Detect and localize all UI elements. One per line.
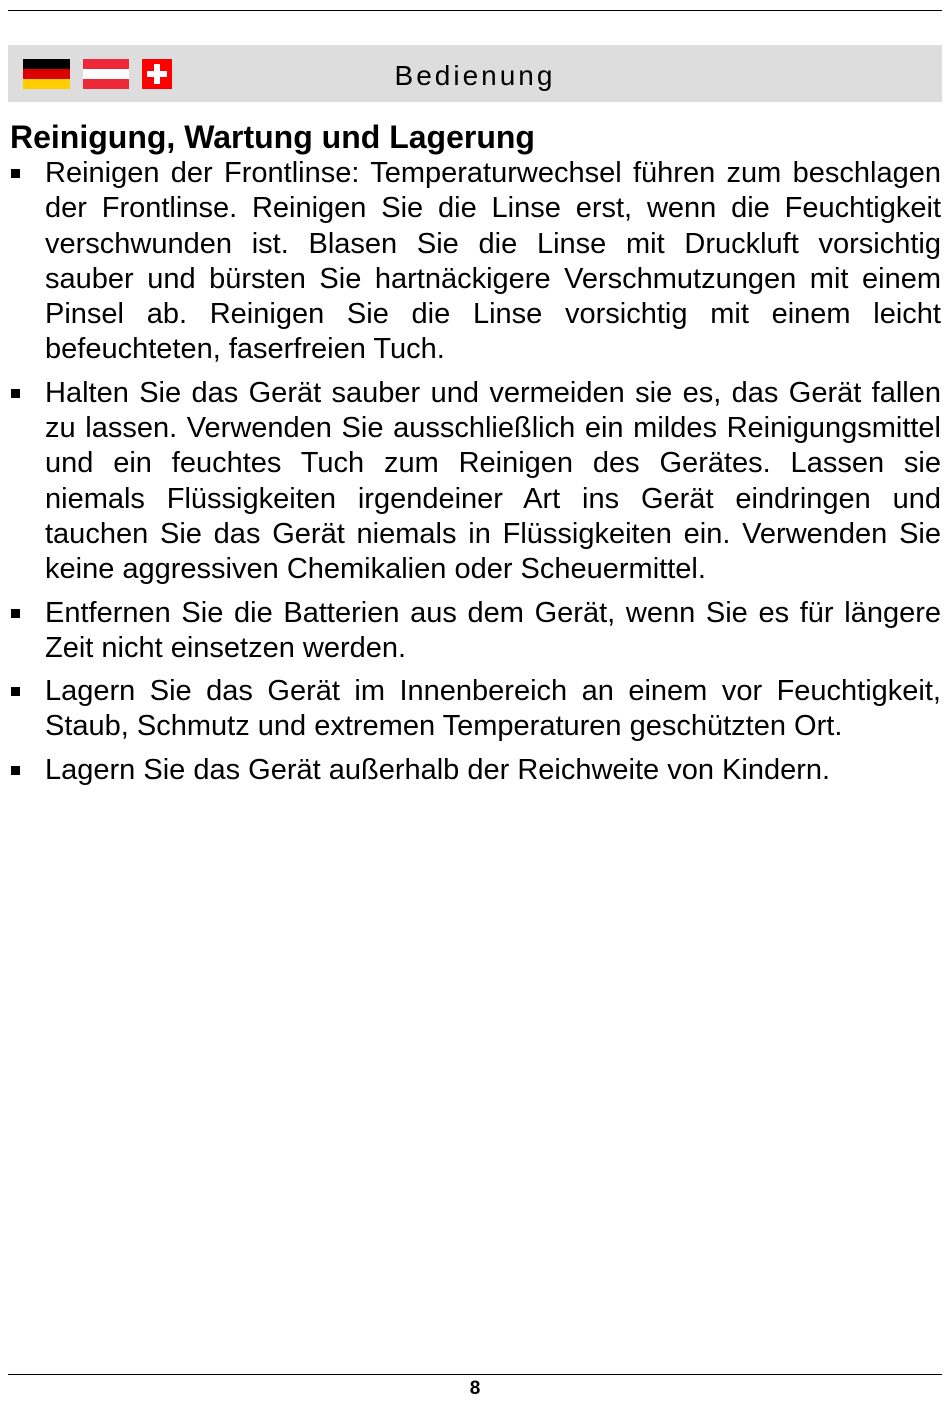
bullet-icon bbox=[11, 609, 20, 618]
list-item-text: Lagern Sie das Gerät außerhalb der Reichweite von Kindern. bbox=[45, 753, 831, 786]
list-item bbox=[10, 674, 941, 745]
bullet-icon bbox=[11, 389, 20, 398]
list-item bbox=[10, 376, 941, 588]
list-item bbox=[10, 596, 941, 667]
bullet-icon bbox=[11, 766, 20, 775]
bullet-icon bbox=[11, 687, 20, 696]
top-rule bbox=[8, 10, 942, 11]
list-item-text: Lagern Sie das Gerät im Innenbereich an einem vor Feuchtigkeit, Staub, Schmutz und extremen Temperaturen geschützten Ort. bbox=[45, 675, 941, 743]
bullet-icon bbox=[11, 169, 20, 178]
list-item-text: Halten Sie das Gerät sauber und vermeiden sie es, das Gerät fallen zu lassen. Verwenden Sie ausschließlich ein mildes Reinigungsmittel und ein feuchtes Tuch zum Reinigen des Gerätes. Lassen sie niemals Flüssigkeiten irgendeiner Art ins Gerät eindringen und tauchen Sie das Gerät niemals in Flüssigkeiten ein. Verwenden Sie keine aggressiven Chemikalien oder Scheuermittel. bbox=[45, 376, 941, 586]
page-header bbox=[8, 45, 942, 102]
list-item-text: Reinigen der Frontlinse: Temperaturwechsel führen zum beschlagen der Frontlinse. Reinigen Sie die Linse erst, wenn die Feuchtigkeit verschwunden ist. Blasen Sie die Linse mit Druckluft vorsichtig sauber und bürsten Sie hartnäckigere Verschmutzungen mit einem Pinsel ab. Reinigen Sie die Linse vorsichtig mit einem leicht befeuchteten, faserfreien Tuch. bbox=[45, 157, 941, 366]
footer-rule bbox=[8, 1374, 942, 1375]
list-item bbox=[10, 753, 941, 788]
header-title: Bedienung bbox=[394, 60, 556, 91]
instruction-list bbox=[10, 156, 941, 788]
list-item bbox=[10, 156, 941, 368]
main-content bbox=[10, 118, 941, 796]
page-number: 8 bbox=[469, 1378, 481, 1399]
section-title: Reinigung, Wartung und Lagerung bbox=[10, 119, 535, 155]
list-item-text: Entfernen Sie die Batterien aus dem Gerät, wenn Sie es für längere Zeit nicht einsetzen werden. bbox=[45, 596, 941, 664]
